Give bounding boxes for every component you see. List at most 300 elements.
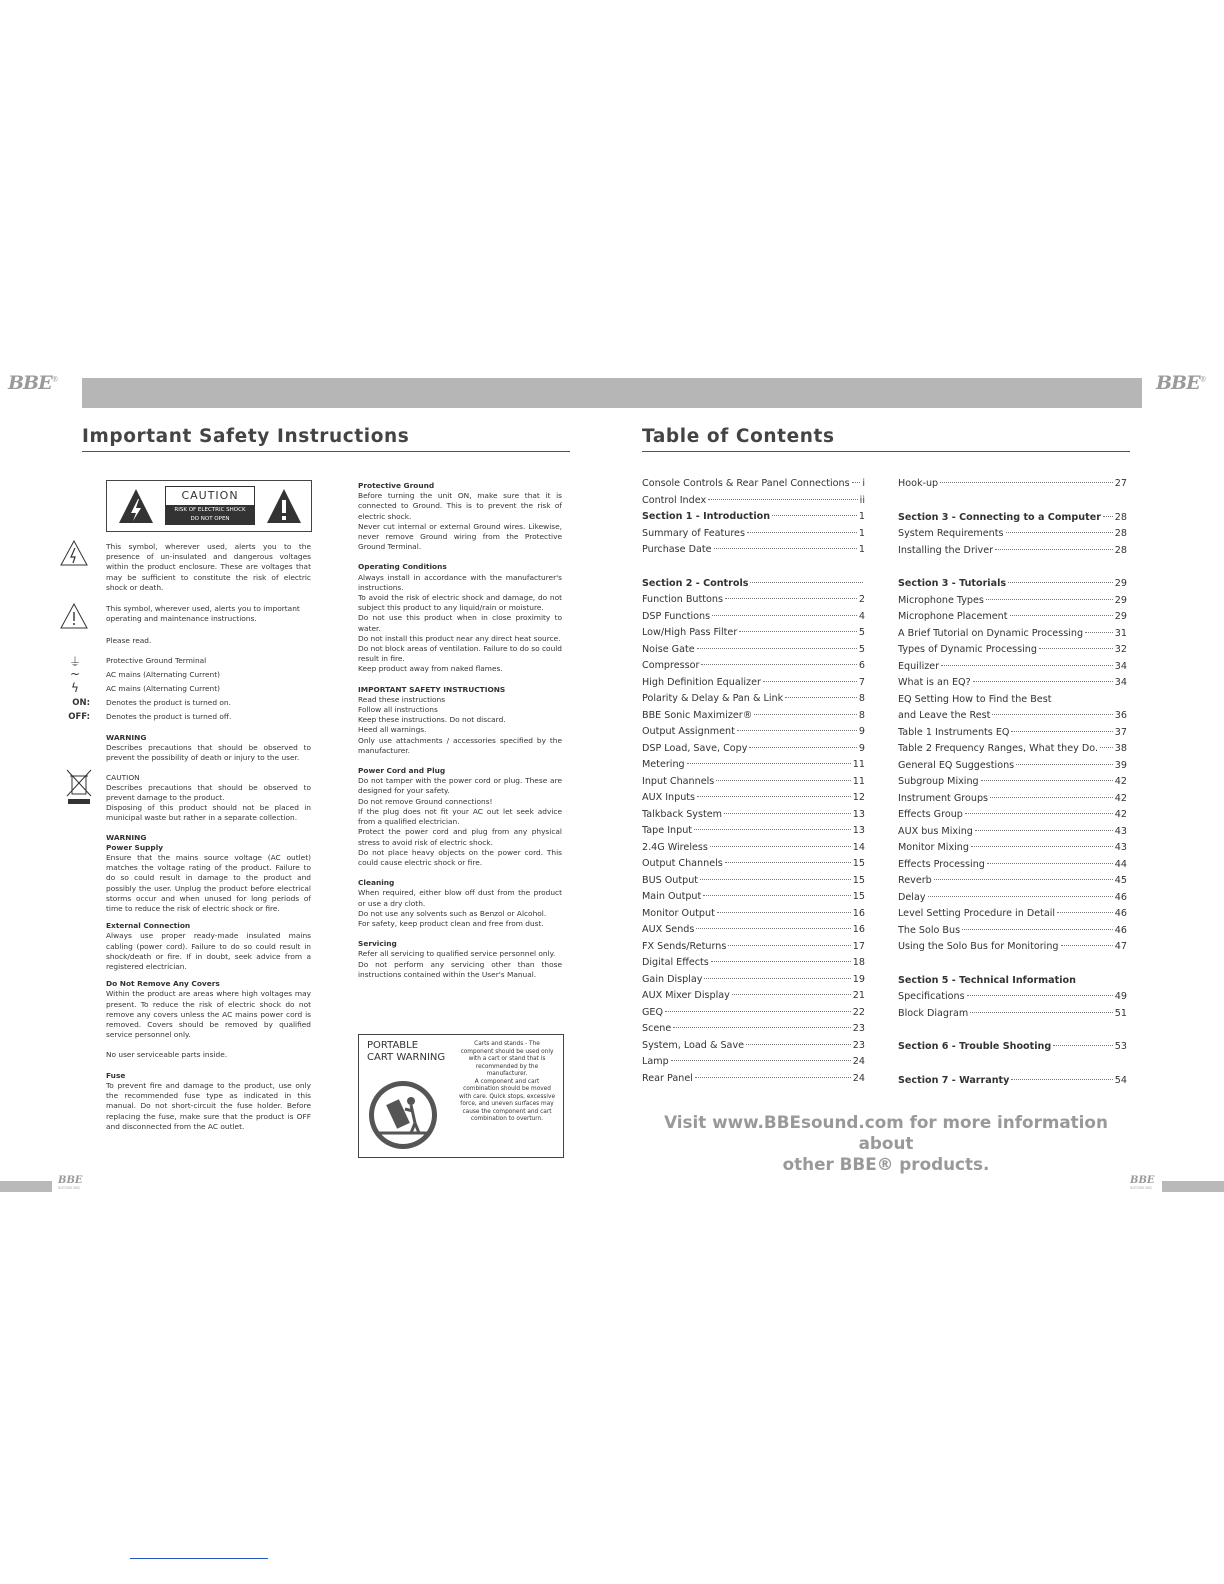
- brand-logo-left: BBE®: [8, 372, 58, 394]
- warning2-subtitle: Power Supply: [106, 842, 164, 852]
- important-instructions-title: IMPORTANT SAFETY INSTRUCTIONS: [358, 684, 506, 694]
- warning2-text: Ensure that the mains source voltage (AC outlet) matches the voltage rating of the product. Failure to do so could result in damage to the product and possibly the user. Unplug the product before electrical storms occur and when unused for long periods of time to reduce the risk of electric shock or fire.: [106, 853, 311, 914]
- toc-entry-page: 17: [852, 940, 865, 952]
- ac-mains-icon: ~: [69, 667, 81, 681]
- toc-entry-title: Installing the Driver: [898, 544, 994, 556]
- cart-warning-text: Carts and stands - The component should be used only with a cart or stand that is recommended by the manufacturer. A component and cart combination should be moved with care. Quick stops, excessive force, and uneven surfaces may cause the component and cart combination to overturn.: [458, 1041, 556, 1122]
- toc-entry[interactable]: [898, 593, 1127, 610]
- toc-entry-page: 1: [858, 511, 865, 522]
- cart-warning-title: PORTABLE CART WARNING: [367, 1040, 446, 1063]
- cart-warning-box: [358, 1034, 564, 1158]
- toc-entry[interactable]: [642, 972, 865, 989]
- header-banner: [82, 378, 1142, 408]
- legend-off-mark: OFF:: [68, 712, 90, 722]
- toc-entry[interactable]: [898, 675, 1127, 692]
- fuse-text: To prevent fire and damage to the product, use only the recommended fuse type as indicated in this manual. Do not short-circuit the fuse holder. Before replacing the fuse, make sure that the product is OFF and disconnected from the AC outlet.: [106, 1080, 311, 1131]
- toc-entry[interactable]: [642, 757, 865, 774]
- toc-entry[interactable]: [898, 476, 1127, 493]
- footer-logo-left: BBE SOUND INC: [58, 1175, 83, 1190]
- toc-entry[interactable]: [898, 873, 1127, 890]
- toc-entry-page: 15: [852, 858, 865, 869]
- toc-entry[interactable]: [642, 675, 865, 692]
- toc-entry[interactable]: [898, 543, 1127, 560]
- toc-leader-dots: [697, 796, 851, 797]
- toc-entry-page: 8: [858, 709, 865, 721]
- toc-entry-page: 44: [1114, 858, 1127, 870]
- toc-entry-title: DSP Load, Save, Copy: [642, 742, 748, 754]
- toc-entry-title: Console Controls & Rear Panel Connections: [642, 478, 850, 489]
- toc-entry-title: Lamp: [642, 1056, 669, 1067]
- toc-entry[interactable]: [898, 906, 1127, 923]
- toc-leader-dots: [710, 846, 851, 847]
- toc-entry-page: 18: [852, 957, 865, 968]
- toc-entry-page: 34: [1114, 677, 1127, 688]
- toc-entry[interactable]: [898, 939, 1127, 956]
- lightning-triangle-outline-icon: [60, 540, 88, 566]
- toc-leader-dots: [671, 1060, 851, 1061]
- toc-entry-title: Metering: [642, 759, 685, 770]
- toc-section-entry[interactable]: [898, 510, 1127, 527]
- toc-entry-page: 36: [1114, 710, 1127, 721]
- bottom-link-underline: [130, 1558, 268, 1559]
- toc-entry-title: Delay: [898, 891, 926, 903]
- toc-leader-dots: [928, 896, 1113, 897]
- toc-entry[interactable]: [898, 758, 1127, 775]
- exclamation-triangle-icon: [265, 487, 303, 525]
- toc-leader-dots: [941, 665, 1113, 666]
- toc-entry[interactable]: [642, 1005, 865, 1022]
- toc-leader-dots: [700, 879, 851, 880]
- toc-entry-page: ii: [859, 494, 865, 506]
- visit-line-2: other BBE® products.: [782, 1154, 990, 1174]
- toc-entry-page: 16: [852, 907, 865, 919]
- toc-entry-page: 5: [858, 627, 865, 638]
- toc-entry-title: AUX bus Mixing: [898, 825, 973, 837]
- toc-leader-dots: [940, 482, 1113, 483]
- legend-text: AC mains (Alternating Current): [106, 684, 220, 693]
- toc-leader-dots: [1085, 632, 1113, 633]
- lightning-triangle-icon: [117, 487, 155, 525]
- toc-leader-dots: [673, 1027, 851, 1028]
- toc-entry[interactable]: [642, 1071, 865, 1088]
- toc-entry-page: 5: [858, 643, 865, 655]
- toc-leader-dots: [704, 978, 850, 979]
- toc-leader-dots: [711, 961, 851, 962]
- external-text: Always use proper ready-made insulated mains cabling (power cord). Failure to do so could result in shock/death or fire. If in doubt, seek advice from a registered electrician.: [106, 931, 311, 972]
- toc-entry-title: High Definition Equalizer: [642, 676, 761, 688]
- legend-row: [66, 698, 316, 712]
- toc-entry-title: EQ Setting How to Find the Best: [898, 693, 1052, 705]
- toc-entry-page: 34: [1114, 660, 1127, 672]
- toc-leader-dots: [992, 714, 1112, 715]
- toc-entry-title: Section 6 - Trouble Shooting: [898, 1041, 1052, 1052]
- toc-entry-title: Input Channels: [642, 775, 715, 787]
- toc-entry-page: 29: [1114, 594, 1127, 606]
- exclamation-triangle-outline-icon: [60, 603, 88, 629]
- toc-entry-page: 42: [1114, 809, 1127, 820]
- toc-entry-title: What is an EQ?: [898, 677, 971, 688]
- toc-entry-page: 15: [852, 874, 865, 886]
- toc-entry-title: Rear Panel: [642, 1072, 693, 1084]
- toc-title-rule: [642, 451, 1130, 452]
- toc-entry-page: 43: [1114, 825, 1127, 837]
- toc-entry[interactable]: [642, 493, 865, 510]
- toc-leader-dots: [772, 515, 857, 516]
- toc-entry[interactable]: [642, 1038, 865, 1055]
- toc-entry-title: Scene: [642, 1023, 672, 1034]
- toc-entry-title: Section 3 - Tutorials: [898, 578, 1007, 589]
- toc-section-entry[interactable]: [898, 576, 1127, 593]
- toc-entry-page: 39: [1114, 759, 1127, 771]
- caution-label: [106, 480, 312, 532]
- caution-text: Describes precautions that should be observed to prevent damage to the product. Disposing of this product should not be placed in municipal waste but rather in a separate collection.: [106, 782, 311, 823]
- toc-entry[interactable]: [898, 526, 1127, 543]
- footer-bar-right: [1162, 1181, 1224, 1192]
- weee-bin-icon: [64, 768, 94, 806]
- toc-entry-title: System Requirements: [898, 528, 1004, 539]
- toc-leader-dots: [737, 730, 857, 731]
- toc-section-entry[interactable]: [898, 1039, 1127, 1056]
- legend-text: AC mains (Alternating Current): [106, 670, 220, 679]
- toc-leader-dots: [1011, 1079, 1112, 1080]
- toc-leader-dots: [724, 813, 851, 814]
- toc-title: Table of Contents: [642, 426, 835, 447]
- toc-gap: [898, 956, 1127, 973]
- toc-leader-dots: [728, 945, 850, 946]
- legend-text: Denotes the product is turned on.: [106, 698, 231, 707]
- toc-entry[interactable]: [898, 840, 1127, 857]
- brand-logo-right: BBE®: [1156, 372, 1206, 394]
- toc-entry[interactable]: [642, 476, 865, 493]
- toc-entry[interactable]: [642, 658, 865, 675]
- toc-entry-page: 8: [858, 693, 865, 704]
- important-instructions-text: Read these instructions Follow all instructions Keep these instructions. Do not discard. Heed all warnings. Only use attachments / accessories specified by the manufacturer.: [358, 694, 562, 755]
- toc-entry-page: 24: [852, 1056, 865, 1067]
- toc-section-entry[interactable]: [898, 973, 1127, 990]
- toc-entry[interactable]: [898, 1006, 1127, 1023]
- visit-line-1: Visit www.BBEsound.com for more information about: [664, 1112, 1108, 1153]
- toc-entry-title: BUS Output: [642, 874, 699, 886]
- toc-entry-title: Tape Input: [642, 825, 693, 836]
- toc-entry-page: 16: [852, 924, 865, 935]
- safety-col1: [106, 733, 311, 1139]
- toc-entry-page: 38: [1114, 743, 1127, 754]
- toc-entry[interactable]: [898, 626, 1127, 643]
- toc-entry[interactable]: [642, 856, 865, 873]
- operating-conditions-title: Operating Conditions: [358, 562, 447, 572]
- toc-leader-dots: [785, 697, 857, 698]
- toc-entry[interactable]: [898, 659, 1127, 676]
- toc-entry-title: FX Sends/Returns: [642, 940, 727, 952]
- toc-entry-page: 15: [852, 891, 865, 902]
- covers-title: Do Not Remove Any Covers: [106, 979, 220, 989]
- toc-entry-title: AUX Sends: [642, 924, 695, 935]
- servicing-text: Refer all servicing to qualified service personnel only. Do not perform any servicing other than those instructions contained within the User's Manual.: [358, 949, 562, 979]
- power-cord-text: Do not tamper with the power cord or plug. These are designed for your safety. Do not remove Ground connections! If the plug does not fit your AC out let seek advice from a qualified electrician. Protect the power cord and plug from any physical stress to avoid risk of electric shock. Do not place heavy objects on the power cord. This could cause electric shock or fire.: [358, 776, 562, 867]
- toc-entry-title: Talkback System: [642, 808, 722, 820]
- toc-leader-dots: [1057, 912, 1113, 913]
- legend-row: [66, 681, 316, 698]
- toc-entry-title: Output Assignment: [642, 726, 735, 737]
- toc-entry-title: Level Setting Procedure in Detail: [898, 908, 1056, 919]
- toc-entry-page: 11: [852, 759, 865, 770]
- toc-leader-dots: [1011, 731, 1112, 732]
- toc-entry-title: 2.4G Wireless: [642, 841, 708, 853]
- toc-entry[interactable]: [898, 989, 1127, 1006]
- toc-leader-dots: [852, 482, 861, 483]
- toc-section-entry[interactable]: [898, 1073, 1127, 1090]
- toc-leader-dots: [708, 499, 858, 500]
- toc-gap: [898, 1056, 1127, 1073]
- toc-entry[interactable]: [898, 725, 1127, 742]
- toc-leader-dots: [1010, 615, 1113, 616]
- toc-entry-page: 12: [852, 792, 865, 803]
- toc-leader-dots: [1008, 582, 1113, 583]
- toc-leader-dots: [971, 846, 1113, 847]
- toc-entry-page: 46: [1114, 908, 1127, 919]
- legend-row: [66, 667, 316, 684]
- toc-entry-title: Section 2 - Controls: [642, 577, 749, 589]
- covers-text: Within the product are areas where high voltages may present. To reduce the risk of electric shock do not remove any covers unless the AC mains power cord is removed. Covers should be removed by qualified service personnel only.: [106, 989, 311, 1040]
- toc-entry-title: and Leave the Rest: [898, 710, 991, 721]
- toc-entry[interactable]: [898, 890, 1127, 907]
- toc-leader-dots: [965, 813, 1113, 814]
- toc-entry-title: Equilizer: [898, 660, 940, 672]
- toc-leader-dots: [962, 929, 1113, 930]
- toc-entry-title: Table 1 Instruments EQ: [898, 726, 1010, 738]
- toc-leader-dots: [981, 780, 1113, 781]
- toc-leader-dots: [986, 599, 1113, 600]
- visit-website-notice: [640, 1112, 1132, 1175]
- toc-entry-page: 1: [858, 527, 865, 539]
- toc-leader-dots: [1103, 516, 1113, 517]
- toc-entry-title: Digital Effects: [642, 957, 709, 968]
- toc-entry[interactable]: [642, 1021, 865, 1038]
- toc-entry-page: 9: [858, 742, 865, 754]
- toc-entry[interactable]: [642, 724, 865, 741]
- warning-text: Describes precautions that should be observed to prevent the possibility of death or injury to the user.: [106, 743, 311, 763]
- toc-leader-dots: [701, 664, 856, 665]
- toc-entry-title: Section 3 - Connecting to a Computer: [898, 511, 1101, 523]
- toc-entry[interactable]: [898, 857, 1127, 874]
- toc-entry[interactable]: [898, 807, 1127, 824]
- toc-entry-title: GEQ: [642, 1006, 664, 1018]
- toc-entry-page: 54: [1114, 1074, 1127, 1086]
- toc-entry-title: System, Load & Save: [642, 1039, 745, 1051]
- toc-entry[interactable]: [642, 526, 865, 543]
- toc-entry-title: Output Channels: [642, 858, 723, 869]
- toc-leader-dots: [995, 549, 1113, 550]
- fuse-title: Fuse: [106, 1070, 126, 1080]
- safety-col2: [358, 481, 562, 987]
- external-title: External Connection: [106, 921, 191, 931]
- protective-ground-title: Protective Ground: [358, 481, 435, 490]
- toc-entry[interactable]: [898, 791, 1127, 808]
- footer-logo-right: BBE SOUND INC: [1130, 1175, 1155, 1190]
- toc-entry[interactable]: [642, 741, 865, 758]
- toc-entry[interactable]: [642, 1054, 865, 1071]
- safety-title-rule: [82, 451, 570, 452]
- toc-leader-dots: [970, 1012, 1113, 1013]
- toc-leader-dots: [1039, 648, 1113, 649]
- toc-entry-page: 23: [852, 1023, 865, 1034]
- toc-entry-page: 13: [852, 825, 865, 836]
- caution-label-title: CAUTION: [165, 486, 255, 506]
- toc-entry-title: Polarity & Delay & Pan & Link: [642, 693, 784, 704]
- toc-entry-title: Compressor: [642, 660, 700, 671]
- toc-leader-dots: [732, 994, 851, 995]
- toc-entry[interactable]: [898, 923, 1127, 940]
- toc-section-entry[interactable]: [642, 509, 865, 526]
- toc-leader-dots: [973, 681, 1113, 682]
- toc-entry[interactable]: [642, 922, 865, 939]
- toc-entry-page: 42: [1114, 792, 1127, 804]
- toc-entry-title: Effects Group: [898, 809, 963, 820]
- toc-entry-page: 32: [1114, 644, 1127, 655]
- toc-entry-title: Monitor Mixing: [898, 842, 969, 853]
- toc-entry-title: Gain Display: [642, 973, 703, 985]
- toc-entry[interactable]: [898, 774, 1127, 791]
- toc-entry-title: A Brief Tutorial on Dynamic Processing: [898, 627, 1084, 639]
- toc-entry[interactable]: [642, 955, 865, 972]
- toc-entry-title: Microphone Types: [898, 594, 984, 606]
- toc-entry-title: Instrument Groups: [898, 792, 989, 804]
- toc-entry-title: AUX Inputs: [642, 792, 696, 803]
- ac-mains-hazard-icon: ϟ: [71, 681, 79, 695]
- warning2-title: WARNING: [106, 832, 147, 842]
- toc-entry-title: Effects Processing: [898, 858, 985, 870]
- caution-label-subtitle: RISK OF ELECTRIC SHOCK DO NOT OPEN: [165, 506, 255, 525]
- footer-bar-left: [0, 1181, 52, 1192]
- exclamation-symbol-text: This symbol, wherever used, alerts you to important operating and maintenance instructions.: [106, 604, 300, 624]
- toc-entry-page: 21: [852, 990, 865, 1001]
- toc-leader-dots: [934, 879, 1113, 880]
- toc-leader-dots: [697, 648, 857, 649]
- toc-entry-page: 1: [858, 544, 865, 555]
- toc-entry[interactable]: [898, 824, 1127, 841]
- toc-entry[interactable]: [642, 542, 865, 559]
- toc-entry[interactable]: [642, 625, 865, 642]
- toc-entry-page: 2: [858, 594, 865, 605]
- toc-entry[interactable]: [898, 609, 1127, 626]
- toc-entry-page: 43: [1114, 842, 1127, 853]
- toc-entry[interactable]: [642, 939, 865, 956]
- toc-leader-dots: [975, 830, 1113, 831]
- toc-entry[interactable]: [642, 807, 865, 824]
- legend-text: Protective Ground Terminal: [106, 656, 207, 665]
- toc-entry-title: Section 1 - Introduction: [642, 511, 771, 522]
- toc-column-2: [898, 476, 1127, 1089]
- cart-tipover-icon: [367, 1079, 439, 1151]
- toc-entry-page: 51: [1114, 1007, 1127, 1019]
- toc-leader-dots: [714, 548, 857, 549]
- toc-entry[interactable]: [642, 774, 865, 791]
- toc-leader-dots: [1061, 945, 1113, 946]
- toc-entry-page: 6: [858, 660, 865, 671]
- toc-entry-page: 23: [852, 1039, 865, 1051]
- toc-leader-dots: [1016, 764, 1113, 765]
- toc-leader-dots: [739, 631, 857, 632]
- toc-entry[interactable]: [642, 790, 865, 807]
- toc-entry-page: 28: [1114, 511, 1127, 523]
- toc-entry-page: 46: [1114, 924, 1127, 936]
- toc-entry[interactable]: [642, 823, 865, 840]
- toc-entry-page: 28: [1114, 528, 1127, 539]
- legend-row: [66, 712, 316, 726]
- toc-section-entry[interactable]: [642, 576, 865, 593]
- toc-leader-dots: [665, 1011, 851, 1012]
- toc-entry-title: Table 2 Frequency Ranges, What they Do.: [898, 743, 1098, 754]
- cleaning-title: Cleaning: [358, 878, 395, 888]
- symbol-legend: [66, 656, 316, 726]
- toc-entry[interactable]: [642, 642, 865, 659]
- toc-leader-dots: [1006, 532, 1113, 533]
- toc-entry-title: Types of Dynamic Processing: [898, 644, 1037, 655]
- no-user-parts: No user serviceable parts inside.: [106, 1050, 228, 1060]
- toc-entry-page: 11: [852, 775, 865, 787]
- toc-entry-page: 7: [858, 676, 865, 688]
- toc-gap: [898, 1022, 1127, 1039]
- toc-entry-title: Reverb: [898, 875, 932, 886]
- toc-leader-dots: [1100, 747, 1113, 748]
- toc-entry-page: 31: [1114, 627, 1127, 639]
- toc-leader-dots: [967, 995, 1113, 996]
- toc-entry-page: 22: [852, 1006, 865, 1018]
- toc-entry-title: Noise Gate: [642, 643, 695, 655]
- cleaning-text: When required, either blow off dust from the product or use a dry cloth. Do not use any solvents such as Benzol or Alcohol. For safety, keep product clean and free from dust.: [358, 888, 562, 928]
- toc-entry[interactable]: [898, 741, 1127, 758]
- toc-entry-title: Specifications: [898, 991, 965, 1002]
- toc-entry-page: 29: [1114, 578, 1127, 589]
- toc-entry-title: Hook-up: [898, 478, 939, 489]
- toc-leader-dots: [725, 862, 851, 863]
- toc-leader-dots: [754, 714, 857, 715]
- toc-entry[interactable]: [898, 708, 1127, 725]
- toc-entry[interactable]: [898, 642, 1127, 659]
- toc-leader-dots: [717, 912, 851, 913]
- toc-entry[interactable]: [642, 906, 865, 923]
- toc-entry[interactable]: [642, 840, 865, 857]
- toc-entry-title: Block Diagram: [898, 1007, 969, 1019]
- toc-entry-page: i: [862, 478, 865, 489]
- toc-leader-dots: [763, 681, 857, 682]
- toc-entry[interactable]: [642, 592, 865, 609]
- toc-entry[interactable]: [642, 889, 865, 906]
- toc-entry-page: 14: [852, 841, 865, 853]
- toc-entry-page: 13: [852, 808, 865, 820]
- toc-entry-title: Subgroup Mixing: [898, 776, 979, 787]
- toc-gap: [898, 559, 1127, 576]
- toc-entry[interactable]: [642, 873, 865, 890]
- warning-title: WARNING: [106, 733, 147, 742]
- toc-entry[interactable]: [642, 988, 865, 1005]
- toc-entry[interactable]: [642, 691, 865, 708]
- toc-entry[interactable]: [642, 708, 865, 725]
- toc-entry-title: Summary of Features: [642, 527, 745, 539]
- toc-leader-dots: [716, 780, 851, 781]
- power-cord-title: Power Cord and Plug: [358, 766, 446, 776]
- toc-entry-page: 4: [858, 610, 865, 622]
- servicing-title: Servicing: [358, 939, 397, 949]
- toc-leader-dots: [712, 615, 857, 616]
- toc-leader-dots: [696, 928, 850, 929]
- legend-row: [66, 656, 316, 670]
- toc-entry[interactable]: [898, 692, 1127, 709]
- toc-entry[interactable]: [642, 609, 865, 626]
- toc-entry-title: The Solo Bus: [898, 924, 961, 936]
- legend-text: Denotes the product is turned off.: [106, 712, 232, 721]
- toc-entry-page: 49: [1114, 991, 1127, 1002]
